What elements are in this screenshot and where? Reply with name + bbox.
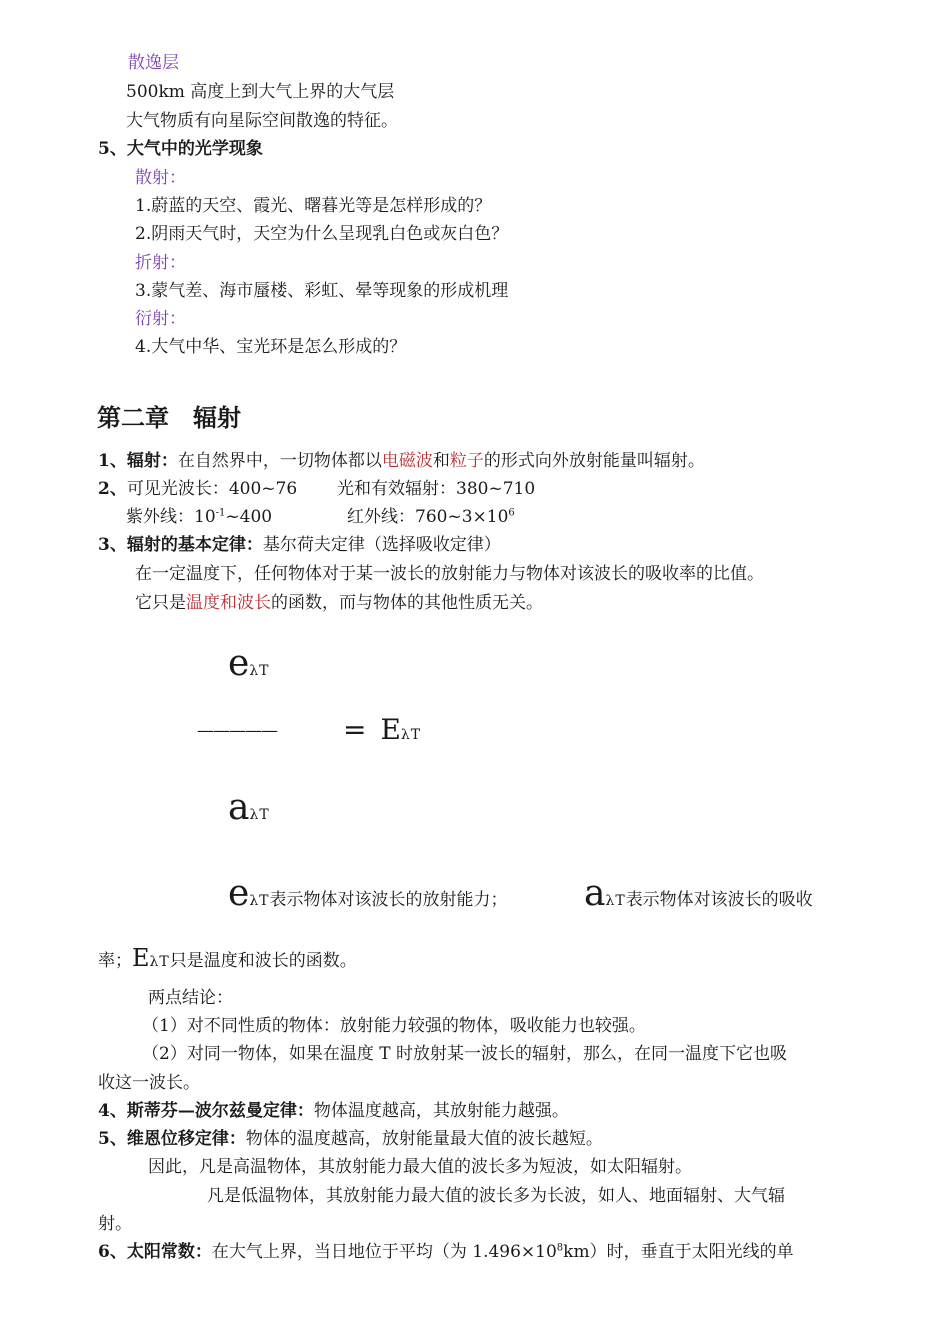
text-span: 紫外线：10 — [126, 507, 216, 527]
text-span: 率； — [98, 951, 132, 971]
text-span: 的函数，而与物体的其他性质无关。 — [271, 593, 543, 613]
text-span: 基尔荷夫定律（选择吸收定律） — [262, 535, 501, 555]
text-line: 因此，凡是高温物体，其放射能力最大值的波长多为短波，如太阳辐射。 — [148, 1157, 692, 1177]
symbol-e: e — [228, 643, 250, 684]
conclusion-item: （1）对不同性质的物体：放射能力较强的物体，吸收能力也较强。 — [142, 1016, 646, 1036]
formula-fraction-line — [197, 716, 277, 746]
text-span: 只是温度和波长的函数。 — [169, 951, 357, 971]
symbol-e: e — [228, 873, 250, 914]
text-line: 在一定温度下，任何物体对于某一波长的放射能力与物体对该波长的吸收率的比值。 — [135, 564, 764, 584]
text-span: ~400 — [225, 507, 273, 527]
wien-line — [98, 1127, 603, 1151]
subscript: λT — [605, 893, 626, 909]
text-line: 凡是低温物体，其放射能力最大值的波长多为长波，如人、地面辐射、大气辐 — [207, 1186, 785, 1206]
text-span: 在大气上界，当日地位于平均（为 1.496×10 — [211, 1242, 557, 1262]
superscript: -1 — [215, 507, 226, 519]
symbol-E: E — [380, 713, 401, 746]
text-span: 物体温度越高，其放射能力越强。 — [313, 1101, 569, 1121]
highlight-text: 粒子 — [449, 451, 484, 471]
subsection-label-refraction: 折射： — [135, 253, 186, 273]
subscript: λT — [249, 807, 270, 823]
subsection-label-scattering: 散射： — [135, 168, 186, 188]
text-span: 它只是 — [135, 593, 186, 613]
highlight-text: 温度和波长 — [186, 593, 271, 613]
conclusion-item: （2）对同一物体，如果在温度 T 时放射某一波长的辐射，那么，在同一温度下它也吸 — [142, 1044, 787, 1064]
subscript: λT — [249, 663, 270, 679]
item-heading: 3、辐射的基本定律： — [98, 535, 263, 555]
superscript: 6 — [508, 507, 515, 519]
equals-sign: = — [343, 713, 367, 746]
text-span: km）时，垂直于太阳光线的单 — [563, 1242, 794, 1262]
formula-rhs — [343, 712, 421, 753]
law-heading-line — [98, 533, 501, 557]
question-item: 3.蒙气差、海市蜃楼、彩虹、晕等现象的形成机理 — [135, 281, 509, 301]
section-label-exosphere: 散逸层 — [128, 53, 179, 73]
item-heading: 5、维恩位移定律： — [98, 1129, 246, 1149]
highlight-text: 电磁波 — [381, 451, 433, 471]
formula-denominator — [228, 788, 270, 835]
par-range: 光和有效辐射：380~710 — [337, 479, 536, 499]
text-span: 在自然界中，一切物体都以 — [177, 451, 382, 471]
wavelength-line — [98, 477, 297, 501]
text-line: 500km 高度上到大气上界的大气层 — [126, 82, 395, 102]
text-span: 表示物体对该波长的放射能力； — [269, 890, 508, 910]
fraction-bar: ————— — [197, 721, 277, 741]
text-span: 的形式向外放射能量叫辐射。 — [483, 451, 705, 471]
text-line: 大气物质有向星际空间散逸的特征。 — [126, 111, 398, 131]
visible-light-range: 可见光波长：400~76 — [126, 479, 298, 499]
text-span: 和 — [432, 451, 450, 471]
item-heading: 2、 — [98, 479, 127, 499]
symbol-a: a — [584, 873, 606, 914]
symbol-a: a — [228, 787, 250, 828]
question-item: 2.阴雨天气时，天空为什么呈现乳白色或灰白色？ — [135, 224, 509, 244]
superscript: 8 — [556, 1242, 564, 1254]
item-heading: 1、辐射： — [98, 451, 178, 471]
stefan-boltzmann-line — [98, 1099, 569, 1123]
section-heading: 5、大气中的光学现象 — [98, 139, 263, 159]
text-line: 射。 — [98, 1214, 132, 1234]
subsection-label-diffraction: 衍射： — [135, 309, 186, 329]
item-heading: 6、太阳常数： — [98, 1242, 212, 1262]
conclusions-title: 两点结论： — [148, 988, 233, 1008]
explain-line-2 — [98, 944, 357, 976]
explain-line-1b — [584, 874, 813, 921]
explain-line-1 — [228, 874, 508, 921]
conclusion-item-continued: 收这一波长。 — [98, 1073, 200, 1093]
definition-line — [98, 449, 705, 473]
ir-range — [347, 505, 515, 529]
question-item: 1.蔚蓝的天空、霞光、曙暮光等是怎样形成的？ — [135, 196, 492, 216]
uv-range — [126, 505, 272, 529]
item-heading: 4、斯蒂芬—波尔兹曼定律： — [98, 1101, 314, 1121]
formula-numerator — [228, 644, 270, 691]
chapter-title: 第二章 辐射 — [97, 403, 241, 432]
text-span: 表示物体对该波长的吸收 — [625, 890, 813, 910]
text-line — [135, 591, 543, 615]
question-item: 4.大气中华、宝光环是怎么形成的？ — [135, 337, 407, 357]
subscript: λT — [249, 893, 270, 909]
text-span: 红外线：760~3×10 — [347, 507, 509, 527]
symbol-E: E — [132, 944, 150, 972]
subscript: λT — [149, 954, 170, 970]
solar-constant-line — [98, 1240, 794, 1264]
text-span: 物体的温度越高，放射能量最大值的波长越短。 — [245, 1129, 603, 1149]
subscript: λT — [400, 727, 422, 743]
